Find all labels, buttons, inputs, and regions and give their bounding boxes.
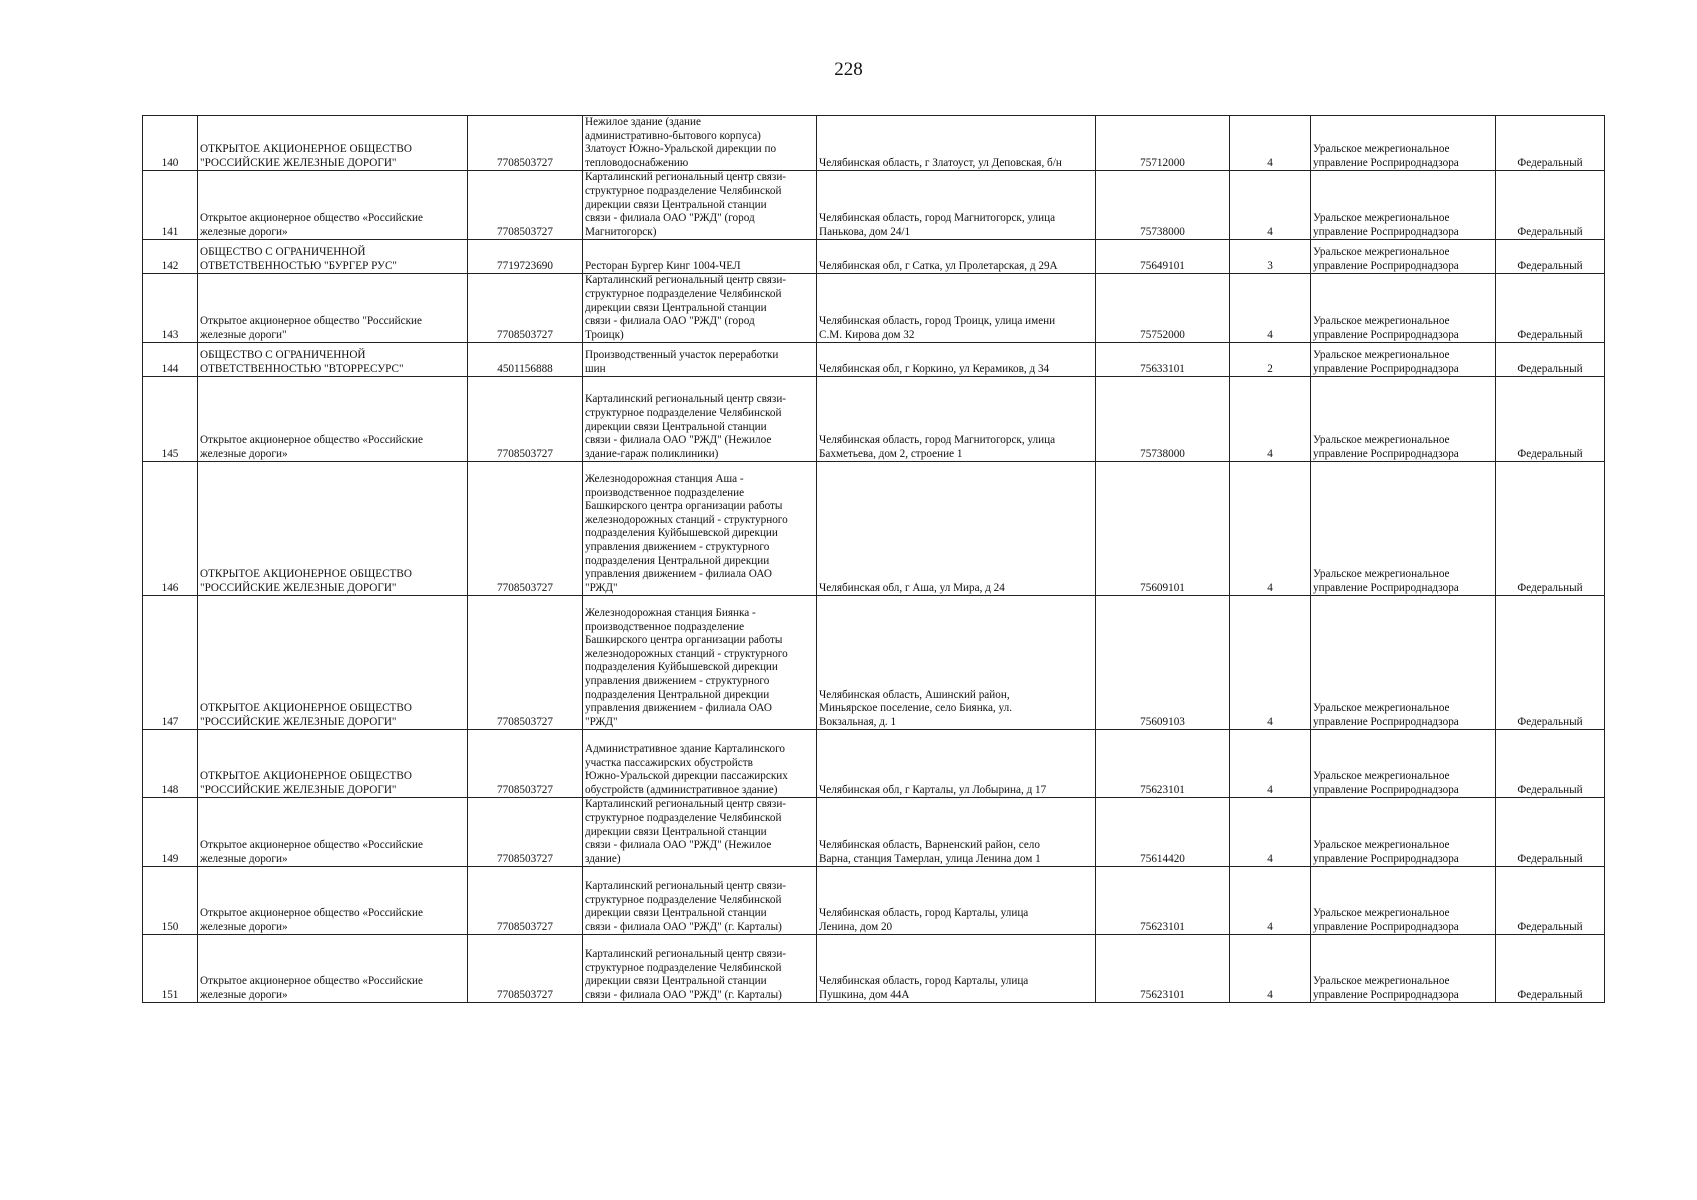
object-cell: Карталинский региональный центр связи- структурное подразделение Челябинской дирекции связи Центральной станции связи - филиала ОАО "РЖД" (город Магнитогорск) <box>583 171 817 240</box>
object-cell: Карталинский региональный центр связи- структурное подразделение Челябинской дирекции связи Центральной станции связи - филиала ОАО "РЖД" (Нежилое здание-гараж поликлиники) <box>583 377 817 462</box>
oktmo-cell: 75614420 <box>1096 798 1230 867</box>
oktmo-cell: 75712000 <box>1096 116 1230 171</box>
inn-cell: 7719723690 <box>468 240 583 274</box>
address-cell: Челябинская область, г Златоуст, ул Деповская, б/н <box>817 116 1096 171</box>
inn-cell: 7708503727 <box>468 935 583 1003</box>
row-number-cell: 149 <box>143 798 198 867</box>
address-cell: Челябинская область, город Троицк, улица имени С.М. Кирова дом 32 <box>817 274 1096 343</box>
level-cell: Федеральный <box>1496 274 1605 343</box>
oktmo-cell: 75752000 <box>1096 274 1230 343</box>
authority-cell: Уральское межрегиональное управление Росприроднадзора <box>1311 116 1496 171</box>
organization-cell: ОБЩЕСТВО С ОГРАНИЧЕННОЙ ОТВЕТСТВЕННОСТЬЮ "БУРГЕР РУС" <box>198 240 468 274</box>
organization-cell: Открытое акционерное общество «Российские железные дороги» <box>198 171 468 240</box>
organization-cell: Открытое акционерное общество «Российские железные дороги» <box>198 377 468 462</box>
row-number-cell: 144 <box>143 343 198 377</box>
level-cell: Федеральный <box>1496 935 1605 1003</box>
object-cell: Карталинский региональный центр связи- структурное подразделение Челябинской дирекции связи Центральной станции связи - филиала ОАО "РЖД" (г. Карталы) <box>583 867 817 935</box>
table-row <box>143 377 1605 462</box>
authority-cell: Уральское межрегиональное управление Росприроднадзора <box>1311 596 1496 730</box>
level-cell: Федеральный <box>1496 798 1605 867</box>
address-cell: Челябинская область, город Магнитогорск, улица Панькова, дом 24/1 <box>817 171 1096 240</box>
organization-cell: Открытое акционерное общество «Российские железные дороги» <box>198 867 468 935</box>
authority-cell: Уральское межрегиональное управление Росприроднадзора <box>1311 343 1496 377</box>
inn-cell: 7708503727 <box>468 274 583 343</box>
organization-cell: ОТКРЫТОЕ АКЦИОНЕРНОЕ ОБЩЕСТВО "РОССИЙСКИЕ ЖЕЛЕЗНЫЕ ДОРОГИ" <box>198 730 468 798</box>
organization-cell: Открытое акционерное общество "Российские железные дороги" <box>198 274 468 343</box>
inn-cell: 7708503727 <box>468 867 583 935</box>
page-number: 228 <box>834 59 863 80</box>
address-cell: Челябинская обл, г Коркино, ул Керамиков, д 34 <box>817 343 1096 377</box>
address-cell: Челябинская область, город Карталы, улица Пушкина, дом 44А <box>817 935 1096 1003</box>
address-cell: Челябинская область, город Магнитогорск, улица Бахметьева, дом 2, строение 1 <box>817 377 1096 462</box>
address-cell: Челябинская область, Ашинский район, Миньярское поселение, село Биянка, ул. Вокзальная, д. 1 <box>817 596 1096 730</box>
category-cell: 4 <box>1230 935 1311 1003</box>
inn-cell: 7708503727 <box>468 798 583 867</box>
category-cell: 4 <box>1230 596 1311 730</box>
table-row <box>143 867 1605 935</box>
table-row <box>143 798 1605 867</box>
oktmo-cell: 75609103 <box>1096 596 1230 730</box>
authority-cell: Уральское межрегиональное управление Росприроднадзора <box>1311 730 1496 798</box>
table-row <box>143 274 1605 343</box>
row-number-cell: 142 <box>143 240 198 274</box>
object-cell: Железнодорожная станция Биянка - производственное подразделение Башкирского центра организации работы железнодорожных станций - структурного подразделения Куйбышевской дирекции управления движением - структурного подразделения Центральной дирекции управления движением - филиала ОАО "РЖД" <box>583 596 817 730</box>
table-row <box>143 240 1605 274</box>
oktmo-cell: 75649101 <box>1096 240 1230 274</box>
category-cell: 4 <box>1230 171 1311 240</box>
level-cell: Федеральный <box>1496 596 1605 730</box>
object-cell: Карталинский региональный центр связи- структурное подразделение Челябинской дирекции связи Центральной станции связи - филиала ОАО "РЖД" (г. Карталы) <box>583 935 817 1003</box>
inn-cell: 4501156888 <box>468 343 583 377</box>
inn-cell: 7708503727 <box>468 116 583 171</box>
row-number-cell: 143 <box>143 274 198 343</box>
oktmo-cell: 75633101 <box>1096 343 1230 377</box>
table-row <box>143 935 1605 1003</box>
row-number-cell: 146 <box>143 462 198 596</box>
row-number-cell: 148 <box>143 730 198 798</box>
table-row <box>143 171 1605 240</box>
level-cell: Федеральный <box>1496 343 1605 377</box>
oktmo-cell: 75623101 <box>1096 935 1230 1003</box>
category-cell: 4 <box>1230 462 1311 596</box>
authority-cell: Уральское межрегиональное управление Росприроднадзора <box>1311 935 1496 1003</box>
authority-cell: Уральское межрегиональное управление Росприроднадзора <box>1311 274 1496 343</box>
organization-cell: Открытое акционерное общество «Российские железные дороги» <box>198 798 468 867</box>
oktmo-cell: 75623101 <box>1096 730 1230 798</box>
organization-cell: ОТКРЫТОЕ АКЦИОНЕРНОЕ ОБЩЕСТВО "РОССИЙСКИЕ ЖЕЛЕЗНЫЕ ДОРОГИ" <box>198 462 468 596</box>
organization-cell: ОТКРЫТОЕ АКЦИОНЕРНОЕ ОБЩЕСТВО "РОССИЙСКИЕ ЖЕЛЕЗНЫЕ ДОРОГИ" <box>198 596 468 730</box>
address-cell: Челябинская обл, г Сатка, ул Пролетарская, д 29А <box>817 240 1096 274</box>
inn-cell: 7708503727 <box>468 730 583 798</box>
oktmo-cell: 75738000 <box>1096 377 1230 462</box>
category-cell: 4 <box>1230 730 1311 798</box>
level-cell: Федеральный <box>1496 730 1605 798</box>
row-number-cell: 140 <box>143 116 198 171</box>
row-number-cell: 145 <box>143 377 198 462</box>
authority-cell: Уральское межрегиональное управление Росприроднадзора <box>1311 867 1496 935</box>
level-cell: Федеральный <box>1496 377 1605 462</box>
category-cell: 3 <box>1230 240 1311 274</box>
object-cell: Железнодорожная станция Аша - производственное подразделение Башкирского центра организации работы железнодорожных станций - структурного подразделения Куйбышевской дирекции управления движением - структурного подразделения Центральной дирекции управления движением - филиала ОАО "РЖД" <box>583 462 817 596</box>
row-number-cell: 151 <box>143 935 198 1003</box>
table-row <box>143 116 1605 171</box>
object-cell: Производственный участок переработки шин <box>583 343 817 377</box>
table-row <box>143 730 1605 798</box>
registry-table <box>142 115 1605 1003</box>
object-cell: Карталинский региональный центр связи- структурное подразделение Челябинской дирекции связи Центральной станции связи - филиала ОАО "РЖД" (город Троицк) <box>583 274 817 343</box>
address-cell: Челябинская область, город Карталы, улица Ленина, дом 20 <box>817 867 1096 935</box>
category-cell: 4 <box>1230 377 1311 462</box>
object-cell: Нежилое здание (здание административно-бытового корпуса) Златоуст Южно-Уральской дирекции по тепловодоснабжению <box>583 116 817 171</box>
row-number-cell: 141 <box>143 171 198 240</box>
table-row <box>143 343 1605 377</box>
authority-cell: Уральское межрегиональное управление Росприроднадзора <box>1311 240 1496 274</box>
level-cell: Федеральный <box>1496 171 1605 240</box>
inn-cell: 7708503727 <box>468 462 583 596</box>
category-cell: 4 <box>1230 116 1311 171</box>
address-cell: Челябинская область, Варненский район, село Варна, станция Тамерлан, улица Ленина дом 1 <box>817 798 1096 867</box>
inn-cell: 7708503727 <box>468 596 583 730</box>
table-row <box>143 596 1605 730</box>
inn-cell: 7708503727 <box>468 171 583 240</box>
oktmo-cell: 75609101 <box>1096 462 1230 596</box>
organization-cell: Открытое акционерное общество «Российские железные дороги» <box>198 935 468 1003</box>
category-cell: 4 <box>1230 274 1311 343</box>
object-cell: Ресторан Бургер Кинг 1004-ЧЕЛ <box>583 240 817 274</box>
category-cell: 2 <box>1230 343 1311 377</box>
category-cell: 4 <box>1230 798 1311 867</box>
authority-cell: Уральское межрегиональное управление Росприроднадзора <box>1311 798 1496 867</box>
object-cell: Карталинский региональный центр связи- структурное подразделение Челябинской дирекции связи Центральной станции связи - филиала ОАО "РЖД" (Нежилое здание) <box>583 798 817 867</box>
organization-cell: ОТКРЫТОЕ АКЦИОНЕРНОЕ ОБЩЕСТВО "РОССИЙСКИЕ ЖЕЛЕЗНЫЕ ДОРОГИ" <box>198 116 468 171</box>
level-cell: Федеральный <box>1496 867 1605 935</box>
authority-cell: Уральское межрегиональное управление Росприроднадзора <box>1311 171 1496 240</box>
level-cell: Федеральный <box>1496 462 1605 596</box>
address-cell: Челябинская обл, г Аша, ул Мира, д 24 <box>817 462 1096 596</box>
authority-cell: Уральское межрегиональное управление Росприроднадзора <box>1311 462 1496 596</box>
organization-cell: ОБЩЕСТВО С ОГРАНИЧЕННОЙ ОТВЕТСТВЕННОСТЬЮ "ВТОРРЕСУРС" <box>198 343 468 377</box>
level-cell: Федеральный <box>1496 116 1605 171</box>
oktmo-cell: 75623101 <box>1096 867 1230 935</box>
address-cell: Челябинская обл, г Карталы, ул Лобырина, д 17 <box>817 730 1096 798</box>
row-number-cell: 150 <box>143 867 198 935</box>
object-cell: Административное здание Карталинского участка пассажирских обустройств Южно-Уральской дирекции пассажирских обустройств (административное здание) <box>583 730 817 798</box>
inn-cell: 7708503727 <box>468 377 583 462</box>
table-row <box>143 462 1605 596</box>
category-cell: 4 <box>1230 867 1311 935</box>
authority-cell: Уральское межрегиональное управление Росприроднадзора <box>1311 377 1496 462</box>
row-number-cell: 147 <box>143 596 198 730</box>
oktmo-cell: 75738000 <box>1096 171 1230 240</box>
level-cell: Федеральный <box>1496 240 1605 274</box>
